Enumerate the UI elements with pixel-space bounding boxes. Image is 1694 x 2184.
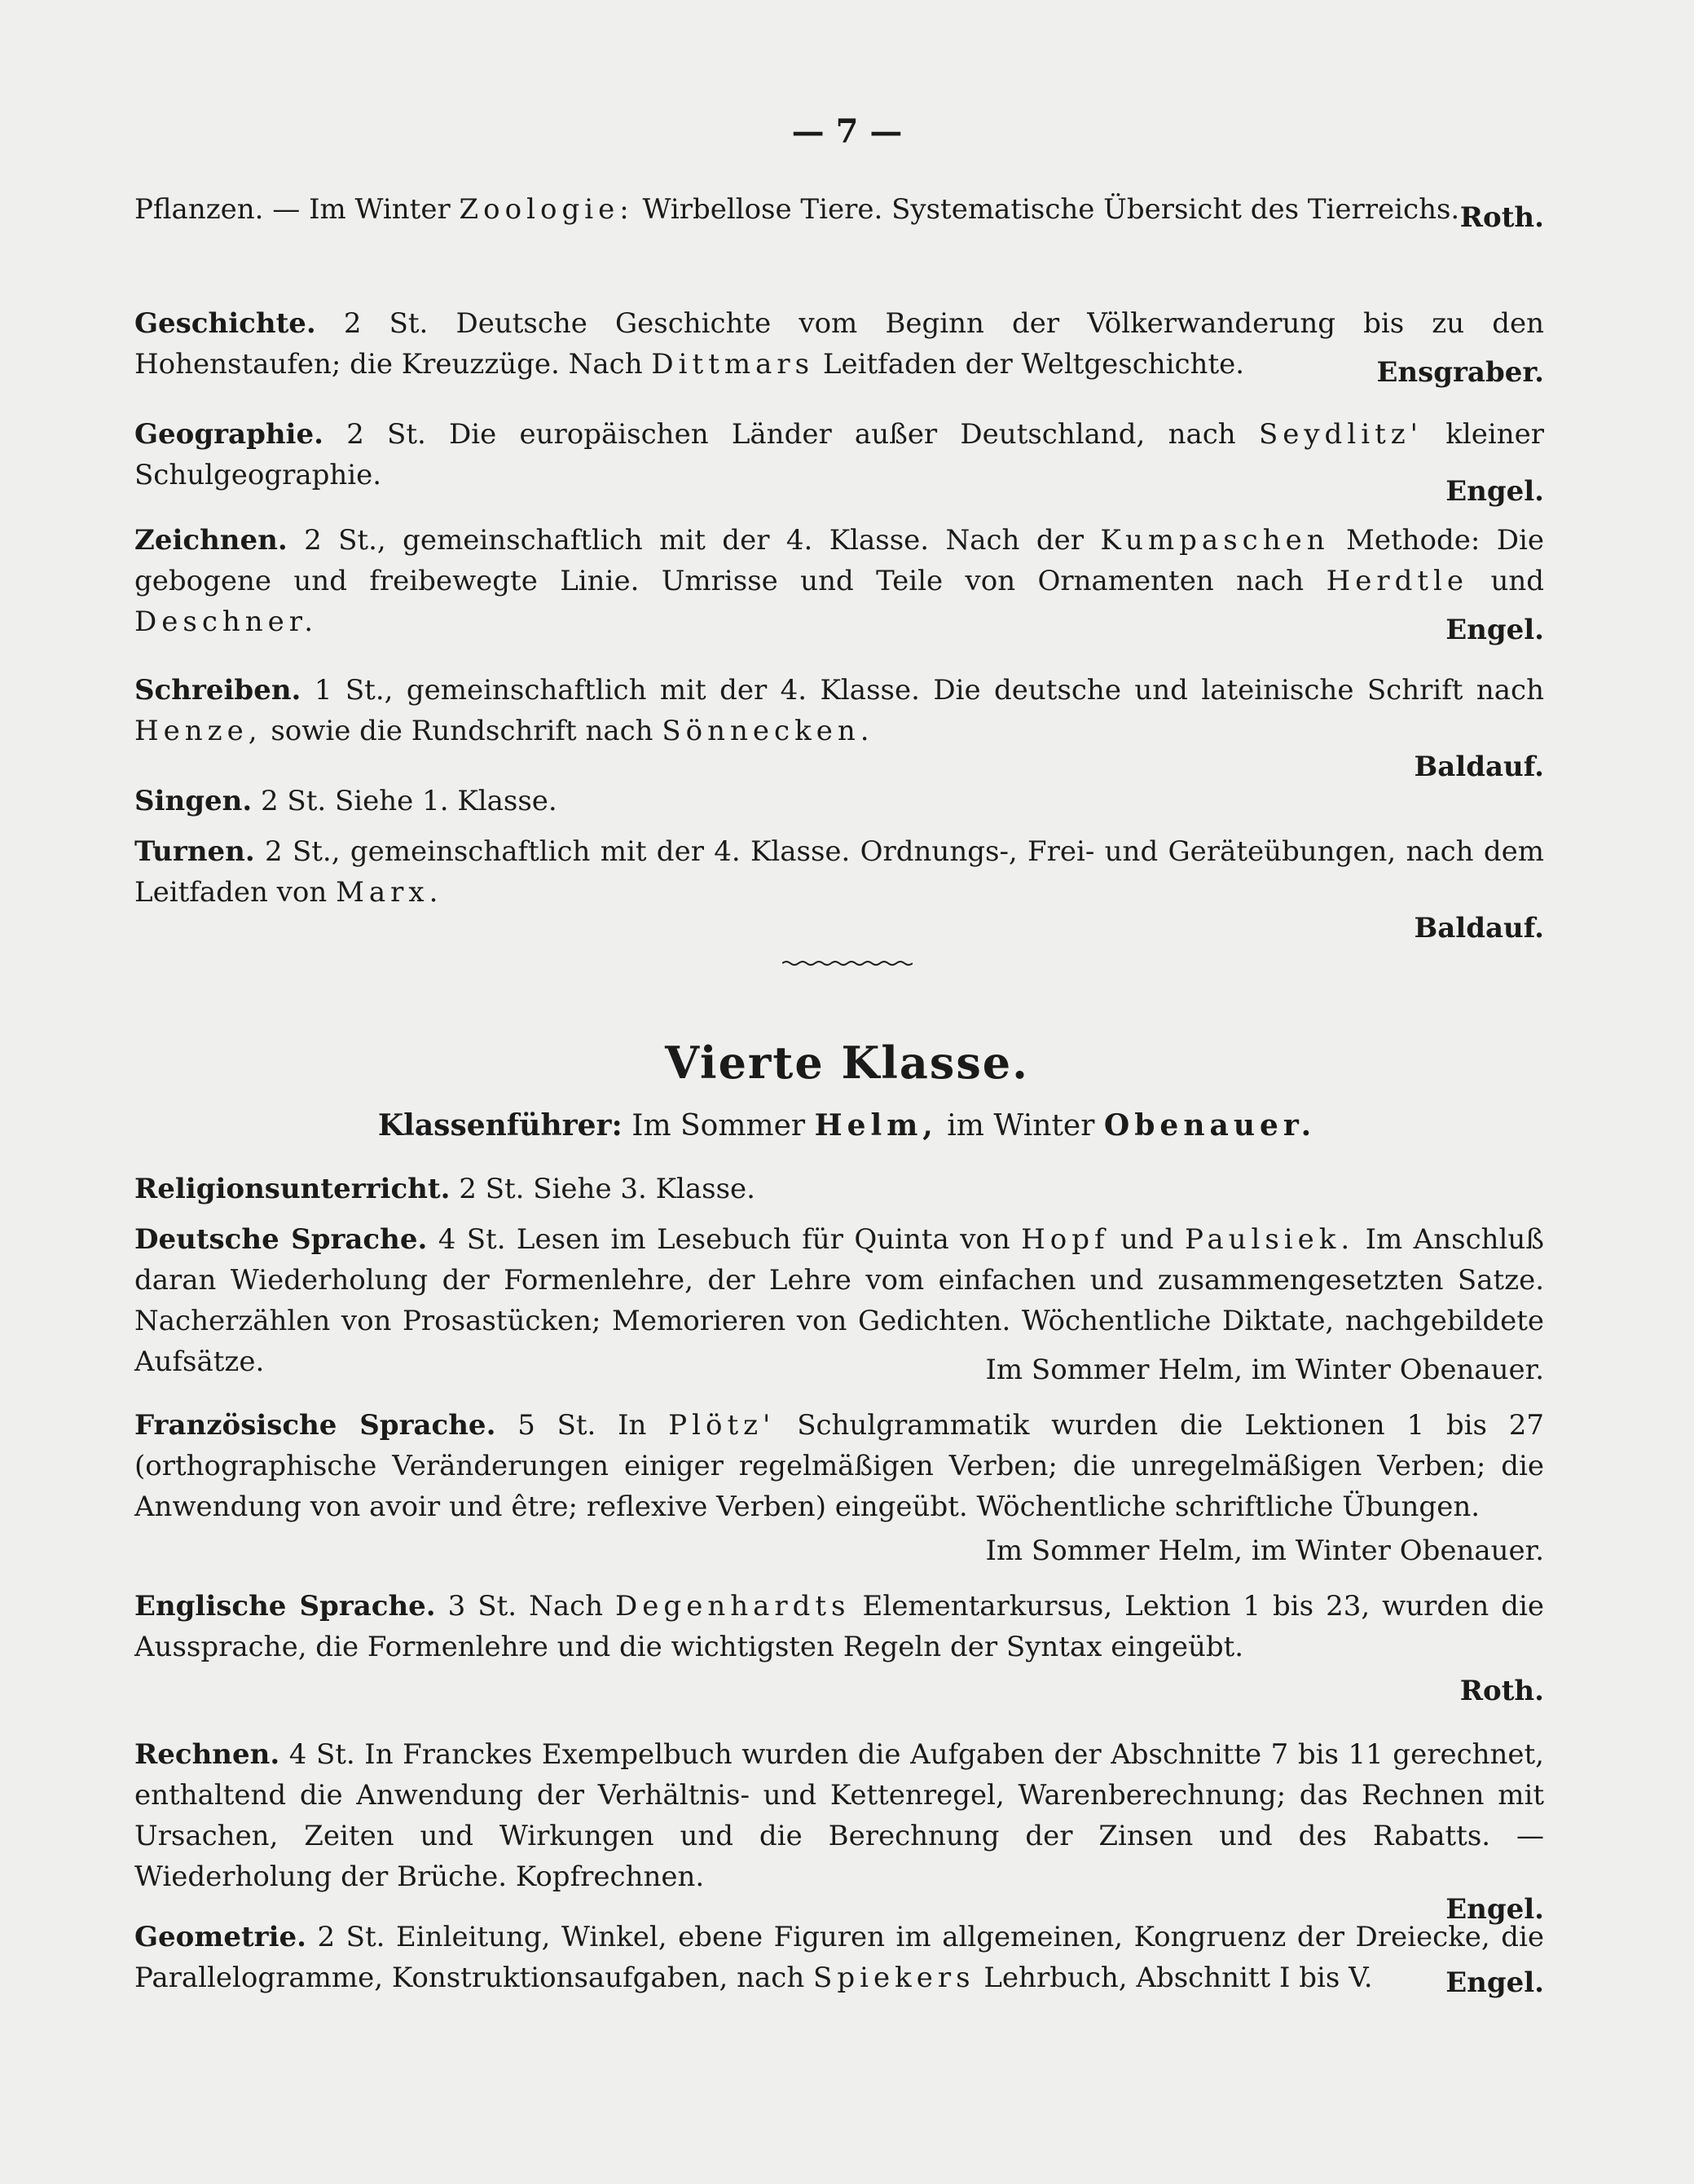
paragraph-rechnen	[134, 1734, 1544, 1930]
paragraph-englisch	[134, 1586, 1544, 1711]
subject-heading: Geschichte.	[134, 307, 316, 340]
spaced-text: Herdtle	[1326, 565, 1469, 597]
text: und	[1490, 565, 1545, 597]
text: sowie die Rundschrift nach	[271, 715, 653, 747]
subject-heading: Französische Sprache.	[134, 1409, 496, 1442]
text: Leitfaden der Weltgeschichte.	[822, 348, 1245, 381]
text: 2 St. Einleitung, Winkel, ebene Figuren im allgemeinen, Kongruenz der Dreiecke, die Parallelogramme, Konstruktionsaufgaben, nach	[134, 1921, 1545, 1994]
text: 2 St., gemeinschaftlich mit der 4. Klasse. Nach der	[304, 524, 1084, 557]
text: Lehrbuch, Abschnitt I bis V.	[983, 1962, 1373, 1994]
spaced-text: Seydlitz'	[1258, 418, 1423, 451]
spaced-text: Sönnecken.	[662, 715, 874, 747]
teacher-name: Helm,	[814, 1108, 938, 1143]
text: Pflanzen. — Im Winter	[134, 193, 451, 226]
text: und	[1120, 1223, 1174, 1256]
paragraph-franzoesisch	[134, 1405, 1544, 1571]
teacher-signature: Roth.	[1459, 1675, 1544, 1707]
class-leader-line	[0, 1108, 1694, 1143]
teacher-signature: Engel.	[1445, 475, 1544, 508]
teacher-signature: Baldauf.	[1414, 912, 1544, 944]
spaced-text: Plötz'	[668, 1409, 776, 1442]
text: 4 St. Lesen im Lesebuch für Quinta von	[438, 1223, 1010, 1256]
text: Methode: Die gebogene und freibewegte Linie. Umrisse und Teile von Ornamenten nach	[134, 524, 1544, 597]
paragraph-geometrie	[134, 1917, 1544, 2003]
text: 3 St. Nach	[447, 1590, 604, 1623]
paragraph-deutsch	[134, 1219, 1544, 1390]
subject-heading: Geographie.	[134, 418, 323, 451]
text: im Winter	[947, 1109, 1095, 1143]
teacher-name: Obenauer.	[1103, 1108, 1317, 1143]
paragraph-turnen	[134, 831, 1544, 949]
subject-heading: Turnen.	[134, 835, 255, 868]
text: 2 St., gemeinschaftlich mit der 4. Klasse. Ordnungs-, Frei- und Geräteübungen, nach dem Leitfaden von	[134, 835, 1544, 909]
subject-heading: Englische Sprache.	[134, 1590, 436, 1623]
spaced-text: Paulsiek.	[1184, 1223, 1355, 1256]
text: Schulgrammatik wurden die Lektionen 1 bis 27 (orthographische Veränderungen einiger regelmäßigen Verben; die unregelmäßigen Verben; die Anwendung von avoir und être; reflexive Verben) eingeübt. Wöchentliche schriftliche Übungen.	[134, 1409, 1545, 1523]
subject-heading: Schreiben.	[134, 674, 301, 707]
text: 2 St. Deutsche Geschichte vom Beginn der Völkerwanderung bis zu den Hohenstaufen; die Kreuzzüge. Nach	[134, 307, 1545, 381]
subject-heading: Geometrie.	[134, 1921, 306, 1953]
text: 2 St. Die europäischen Länder außer Deutschland, nach	[346, 418, 1236, 451]
paragraph-geographie	[134, 414, 1544, 512]
spaced-text: Deschner.	[134, 605, 319, 638]
text: 2 St. Siehe 3. Klasse.	[459, 1173, 755, 1205]
spaced-text: Henze,	[134, 715, 262, 747]
paragraph-geschichte	[134, 303, 1544, 393]
class-leader-label: Klassenführer:	[377, 1108, 623, 1143]
teacher-signature: Engel.	[1445, 1893, 1544, 1926]
text: kleiner Schulgeographie.	[134, 418, 1544, 491]
paragraph-schreiben	[134, 670, 1544, 787]
page-number: — 7 —	[791, 112, 903, 151]
teacher-signature: Ensgraber.	[1376, 356, 1544, 389]
text: Im Sommer	[631, 1109, 806, 1143]
subject-heading: Rechnen.	[134, 1738, 280, 1771]
spaced-text: Dittmars	[651, 348, 815, 381]
text: Im Anschluß daran Wiederholung der Formenlehre, der Lehre vom einfachen und zusammengesetzten Satze. Nacherzählen von Prosastücken; Memorieren von Gedichten. Wöchentliche Diktate, nachgebildete Aufsätze.	[134, 1223, 1544, 1378]
spaced-text: Kumpaschen	[1100, 524, 1330, 557]
teacher-signature: Engel.	[1445, 1966, 1544, 1999]
paragraph-religion	[134, 1169, 1544, 1209]
section-title: Vierte Klasse.	[665, 1037, 1029, 1089]
text: 1 St., gemeinschaftlich mit der 4. Klasse. Die deutsche und lateinische Schrift nach	[314, 674, 1544, 707]
paragraph-singen	[134, 781, 1544, 821]
spaced-text: Spiekers	[813, 1962, 975, 1994]
subject-heading: Zeichnen.	[134, 524, 288, 557]
subject-heading: Singen.	[134, 785, 253, 817]
teacher-signature: Engel.	[1445, 614, 1544, 646]
text: 4 St. In Franckes Exempelbuch wurden die Aufgaben der Abschnitte 7 bis 11 gerechnet, enthaltend die Anwendung der Verhältnis- und Kettenregel, Warenberechnung; das Rechnen mit Ursachen, Zeiten und Wirkungen und die Berechnung der Zinsen und des Rabatts. — Wiederholung der Brüche. Kopfrechnen.	[134, 1738, 1544, 1893]
teacher-signature: Baldauf.	[1414, 751, 1544, 783]
teacher-signature: Im Sommer Helm, im Winter Obenauer.	[985, 1354, 1544, 1386]
paragraph-zeichnen	[134, 520, 1544, 650]
text: 2 St. Siehe 1. Klasse.	[260, 785, 557, 817]
spaced-text: Zoologie:	[459, 193, 634, 226]
spaced-text: Hopf	[1021, 1223, 1110, 1256]
teacher-signature: Roth.	[1459, 201, 1544, 234]
text: Elementarkursus, Lektion 1 bis 23, wurden die Aussprache, die Formenlehre und die wichtigsten Regeln der Syntax eingeübt.	[134, 1590, 1544, 1663]
subject-heading: Deutsche Sprache.	[134, 1223, 428, 1256]
spaced-text: Degenhardts	[615, 1590, 851, 1623]
spaced-text: Marx.	[336, 876, 443, 909]
paragraph-zoologie	[134, 189, 1544, 238]
text: Wirbellose Tiere. Systematische Übersicht des Tierreichs.	[642, 193, 1460, 226]
subject-heading: Religionsunterricht.	[134, 1173, 451, 1205]
teacher-signature: Im Sommer Helm, im Winter Obenauer.	[985, 1535, 1544, 1567]
text: 5 St. In	[517, 1409, 647, 1442]
wavy-divider	[782, 960, 913, 967]
